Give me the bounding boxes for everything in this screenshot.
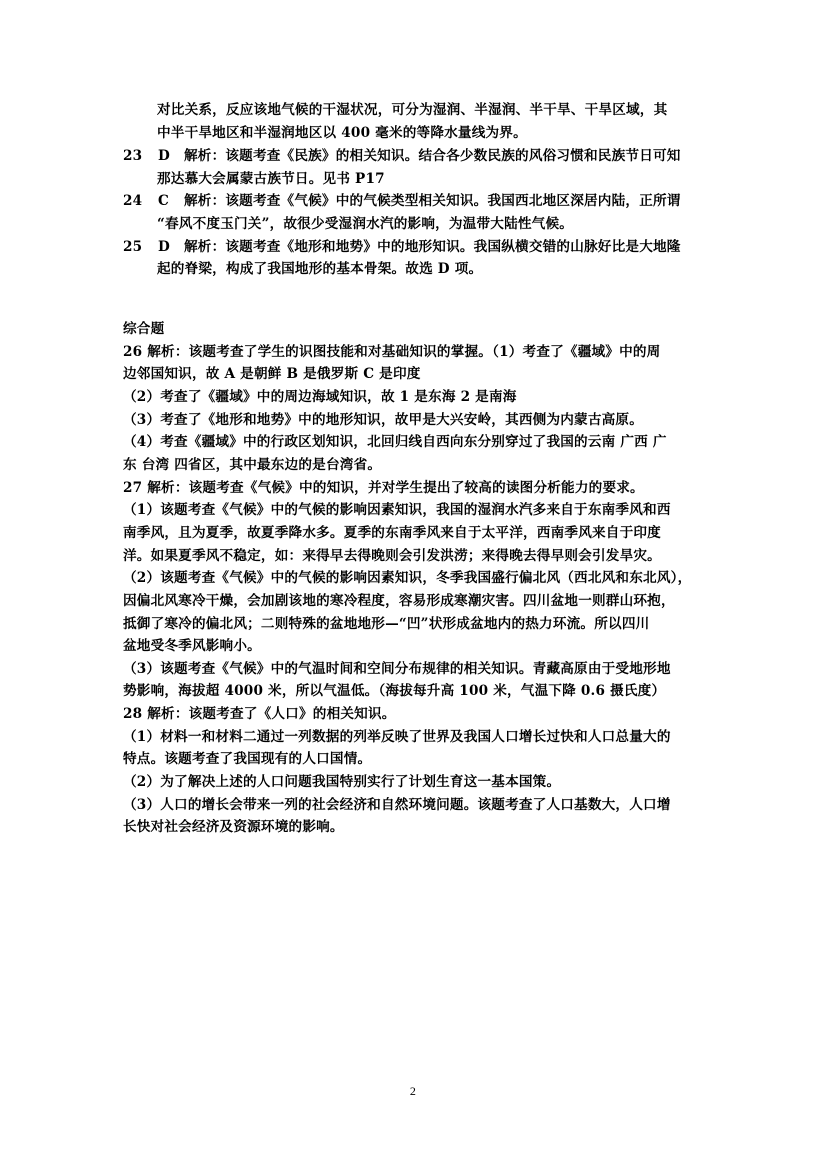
q27-line: （1）该题考查《气候》中的气候的影响因素知识，我国的湿润水汽多来自于东南季风和西 [123, 502, 671, 518]
q27-line: 势影响，海拔超 4000 米，所以气温低。（海拔每升高 100 米，气温下降 0.6 摄氏度） [123, 683, 666, 699]
q26-line: 26 解析：该题考查了学生的识图技能和对基础知识的掌握。（1）考查了《疆域》中的周 [123, 344, 661, 360]
q28-line: （2）为了解决上述的人口问题我国特别实行了计划生育这一基本国策。 [123, 774, 561, 790]
answer-letter: D [158, 148, 170, 164]
continuation-line: 对比关系，反应该地气候的干湿状况，可分为湿润、半湿润、半干旱、干旱区域，其 [157, 102, 668, 118]
question-number: 24 [123, 193, 143, 209]
q27-line: 南季风，且为夏季，故夏季降水多。夏季的东南季风来自于太平洋，西南季风来自于印度 [123, 525, 661, 541]
section-title: 综合题 [123, 321, 165, 337]
q26-line: （2）考查了《疆域》中的周边海域知识，故 1 是东海 2 是南海 [123, 389, 517, 405]
q26-line: （3）考查了《地形和地势》中的地形知识，故甲是大兴安岭，其西侧为内蒙古高原。 [123, 412, 644, 428]
explanation-line: 那达慕大会属蒙古族节日。见书 P17 [157, 171, 385, 187]
q27-line: 盆地受冬季风影响小。 [123, 638, 261, 654]
q26-line: （4）考查《疆域》中的行政区划知识，北回归线自西向东分别穿过了我国的云南 广西 广 [123, 434, 667, 450]
q27-line: 抵御了寒冷的偏北风；二则特殊的盆地地形—“凹”状形成盆地内的热力环流。所以四川 [123, 616, 650, 632]
answer-letter: D [158, 239, 170, 255]
question-number: 23 [123, 148, 143, 164]
q27-line: 27 解析：该题考查《气候》中的知识，并对学生提出了较高的读图分析能力的要求。 [123, 480, 644, 496]
page-number: 2 [409, 1084, 417, 1098]
q28-line: 28 解析：该题考查了《人口》的相关知识。 [123, 706, 396, 722]
answer-letter: C [158, 193, 170, 209]
explanation-text: 解析：该题考查《气候》中的气候类型相关知识。我国西北地区深居内陆，正所谓 [184, 193, 681, 209]
answer-item-24 [123, 191, 681, 211]
explanation-line: “春风不度玉门关”，故很少受湿润水汽的影响，为温带大陆性气候。 [157, 216, 574, 232]
q28-line: 特点。该题考查了我国现有的人口国情。 [123, 751, 372, 767]
answer-item-25 [123, 237, 681, 257]
continuation-line: 中半干旱地区和半湿润地区以 400 毫米的等降水量线为界。 [157, 125, 527, 141]
q28-line: 长快对社会经济及资源环境的影响。 [123, 819, 344, 835]
q26-line: 边邻国知识，故 A 是朝鲜 B 是俄罗斯 C 是印度 [123, 366, 421, 382]
explanation-text: 解析：该题考查《地形和地势》中的地形知识。我国纵横交错的山脉好比是大地隆 [184, 239, 681, 255]
answer-item-23 [123, 146, 681, 166]
question-number: 25 [123, 239, 143, 255]
q27-line: 洋。如果夏季风不稳定，如：来得早去得晚则会引发洪涝；来得晚去得早则会引发旱灾。 [123, 548, 661, 564]
q28-line: （1）材料一和材料二通过一列数据的列举反映了世界及我国人口增长过快和人口总量大的 [123, 729, 671, 745]
q27-line: 因偏北风寒冷干燥，会加剧该地的寒冷程度，容易形成寒潮灾害。四川盆地一则群山环抱， [123, 593, 675, 609]
q26-line: 东 台湾 四省区，其中最东边的是台湾省。 [123, 457, 382, 473]
explanation-line: 起的脊梁，构成了我国地形的基本骨架。故选 D 项。 [157, 261, 483, 277]
q27-line: （2）该题考查《气候》中的气候的影响因素知识，冬季我国盛行偏北风（西北风和东北风）， [123, 570, 692, 586]
q28-line: （3）人口的增长会带来一列的社会经济和自然环境问题。该题考查了人口基数大，人口增 [123, 797, 671, 813]
explanation-text: 解析：该题考查《民族》的相关知识。结合各少数民族的风俗习惯和民族节日可知 [184, 148, 681, 164]
q27-line: （3）该题考查《气候》中的气温时间和空间分布规律的相关知识。青藏高原由于受地形地 [123, 661, 671, 677]
